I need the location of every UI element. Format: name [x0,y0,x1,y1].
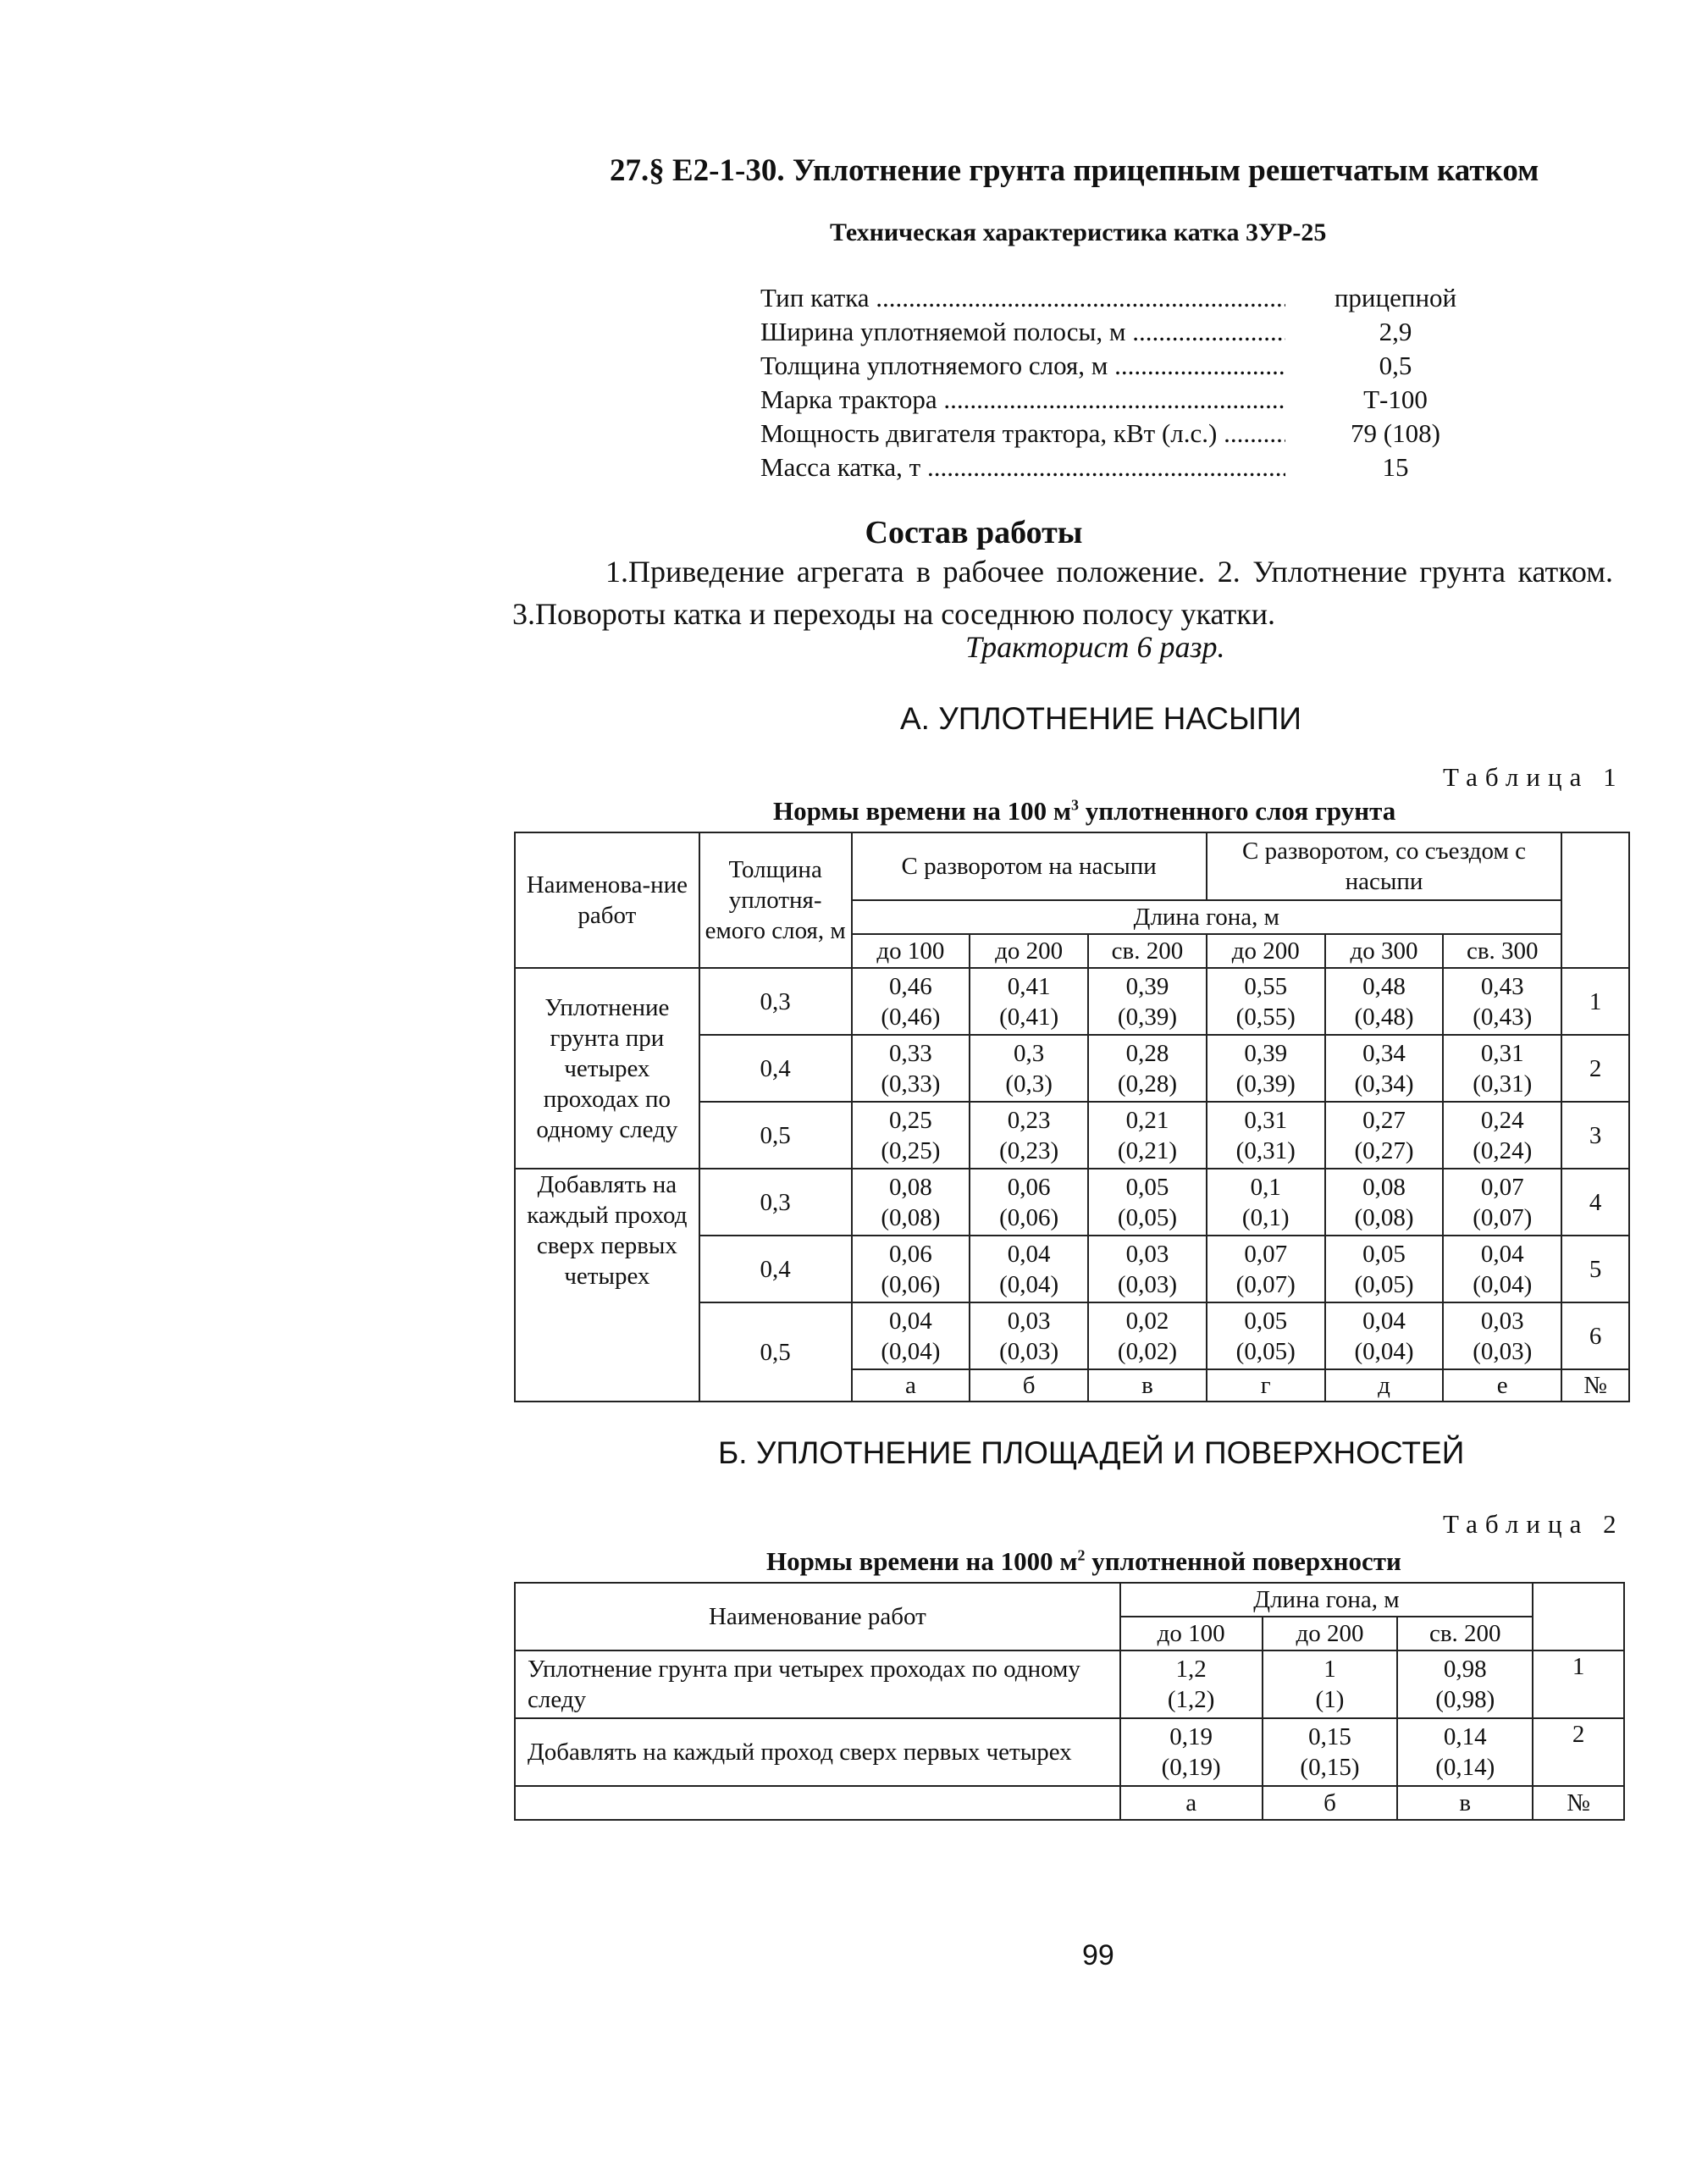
thickness-cell: 0,4 [699,1035,852,1102]
alt-value: (0,48) [1354,1003,1414,1031]
alt-value: (0,39) [1117,1003,1177,1031]
worker-grade: Тракторист 6 разр. [965,630,1225,664]
value-cell [852,1302,970,1369]
value-cell [1443,1302,1561,1369]
alt-value: (0,39) [1235,1070,1296,1098]
value: 0,03 [1480,1307,1524,1335]
spec-label: Марка трактора ..... [760,383,1285,417]
row-number: 2 [1533,1718,1624,1786]
value: 0,04 [1480,1240,1524,1268]
alt-value: (0,14) [1435,1754,1495,1781]
value: 0,33 [889,1039,932,1067]
value-cell [1325,1102,1444,1169]
blank-cell [515,1786,1120,1820]
alt-value: (0,31) [1473,1070,1533,1098]
alt-value: (0,55) [1235,1003,1296,1031]
value-cell [1443,1236,1561,1302]
header-thickness: Толщина уплотня-емого слоя, м [699,832,852,968]
table1 [514,832,1630,1402]
header-name: Наименование работ [515,1583,1120,1650]
value: 0,31 [1480,1039,1524,1067]
value: 0,05 [1362,1240,1406,1268]
spec-label: Тип катка ..... [760,281,1285,315]
alt-value: (0,98) [1435,1686,1495,1713]
alt-value: (0,24) [1473,1136,1533,1164]
table2-title-text: Нормы времени на 1000 м [766,1546,1078,1576]
row-number: 3 [1561,1102,1629,1169]
col-header: св. 200 [1397,1617,1533,1650]
header-group2: С разворотом, со съездом с насыпи [1207,832,1561,900]
alt-value: (0,05) [1235,1337,1296,1365]
table1-number: Таблица 1 [1443,762,1624,792]
value: 0,28 [1125,1039,1169,1067]
spec-value: 0,5 [1379,351,1412,380]
col-header: до 100 [852,934,970,968]
column-letter: в [1397,1786,1533,1820]
col-header: до 200 [970,934,1088,968]
value-cell [1120,1650,1263,1718]
value-cell [1443,1169,1561,1236]
value-cell [1088,1236,1207,1302]
alt-value: (0,08) [881,1203,941,1231]
value-cell [1443,968,1561,1035]
value-cell [852,1035,970,1102]
alt-value: (0,08) [1354,1203,1414,1231]
value: 1,2 [1175,1656,1207,1683]
col-header: св. 300 [1443,934,1561,968]
value-cell [1207,1102,1325,1169]
table2-number: Таблица 2 [1443,1509,1624,1539]
value-cell [1397,1718,1533,1786]
table1-title-sup: 3 [1071,796,1080,814]
alt-value: (0,15) [1300,1754,1360,1781]
value-cell [1120,1718,1263,1786]
col-header: до 300 [1325,934,1444,968]
row-number: 1 [1533,1650,1624,1718]
alt-value: (0,46) [881,1003,941,1031]
thickness-cell: 0,5 [699,1102,852,1169]
alt-value: (1) [1315,1686,1345,1713]
number-label: № [1533,1786,1624,1820]
value: 0,39 [1125,972,1169,1000]
value-cell [970,1236,1088,1302]
alt-value: (0,28) [1117,1070,1177,1098]
value: 0,07 [1480,1173,1524,1201]
group2-name: Добавлять на каждый проход сверх первых четырех [515,1169,699,1402]
alt-value: (0,06) [881,1270,941,1298]
value: 0,08 [1362,1173,1406,1201]
spec-value: 15 [1382,452,1409,482]
alt-value: (0,04) [881,1337,941,1365]
value-cell [1325,1236,1444,1302]
spec-row [760,315,1489,349]
spec-value: Т-100 [1363,384,1428,414]
header-num-blank [1561,832,1629,968]
spec-row [760,281,1489,315]
value: 0,39 [1244,1039,1288,1067]
value-cell [1207,968,1325,1035]
value: 0,48 [1362,972,1406,1000]
alt-value: (0,3) [1005,1070,1053,1098]
group1-name: Уплотнение грунта при четырех проходах по одному следу [515,968,699,1169]
alt-value: (0,03) [1117,1270,1177,1298]
table1-title-rest: уплотненного слоя грунта [1079,796,1396,826]
section-a-title: А. УПЛОТНЕНИЕ НАСЫПИ [900,701,1301,736]
value-cell [1263,1650,1398,1718]
value-cell [1207,1169,1325,1236]
alt-value: (0,41) [999,1003,1059,1031]
value-cell [1088,1302,1207,1369]
value-cell [970,1102,1088,1169]
spec-value: 2,9 [1379,317,1412,346]
table2-title [766,1546,1401,1577]
value-cell [1207,1236,1325,1302]
column-letter: б [1263,1786,1398,1820]
value: 0,34 [1362,1039,1406,1067]
table1-title [773,796,1395,827]
value: 0,1 [1250,1173,1281,1201]
col-header: до 200 [1207,934,1325,968]
row-number: 2 [1561,1035,1629,1102]
value: 0,04 [1007,1240,1051,1268]
work-name: Добавлять на каждый проход сверх первых четырех [515,1718,1120,1786]
value-cell [1088,1169,1207,1236]
spec-list [760,281,1489,484]
spec-row [760,383,1489,417]
column-letter: а [852,1369,970,1402]
col-header: до 100 [1120,1617,1263,1650]
alt-value: (0,27) [1354,1136,1414,1164]
value-cell [970,968,1088,1035]
alt-value: (0,04) [1473,1270,1533,1298]
value-cell [1207,1035,1325,1102]
value: 0,06 [889,1240,932,1268]
spec-label: Ширина уплотняемой полосы, м ..... [760,315,1285,349]
value: 0,03 [1007,1307,1051,1335]
spec-label: Масса катка, т ..... [760,451,1285,484]
section-heading: 27.§ Е2-1-30. Уплотнение грунта прицепным решетчатым катком [610,153,1539,188]
value: 0,31 [1244,1106,1288,1134]
row-number: 6 [1561,1302,1629,1369]
column-letter: а [1120,1786,1263,1820]
value: 0,27 [1362,1106,1406,1134]
value: 0,19 [1169,1723,1213,1750]
spec-row [760,349,1489,383]
spec-row [760,451,1489,484]
column-letter: е [1443,1369,1561,1402]
value-cell [970,1169,1088,1236]
value-cell [970,1302,1088,1369]
alt-value: (0,05) [1354,1270,1414,1298]
value: 0,3 [1014,1039,1045,1067]
value-cell [1263,1718,1398,1786]
value-cell [1443,1102,1561,1169]
alt-value: (0,1) [1241,1203,1290,1231]
alt-value: (0,07) [1235,1270,1296,1298]
value: 0,06 [1007,1173,1051,1201]
spec-label: Толщина уплотняемого слоя, м ..... [760,349,1285,383]
value-cell [852,1169,970,1236]
thickness-cell: 0,3 [699,1169,852,1236]
row-number: 5 [1561,1236,1629,1302]
alt-value: (0,33) [881,1070,941,1098]
value: 0,04 [1362,1307,1406,1335]
alt-value: (0,25) [881,1136,941,1164]
value: 0,07 [1244,1240,1288,1268]
table1-title-text: Нормы времени на 100 м [773,796,1072,826]
value-cell [1443,1035,1561,1102]
value: 0,14 [1443,1723,1487,1750]
value: 0,02 [1125,1307,1169,1335]
table2-title-rest: уплотненной поверхности [1085,1546,1401,1576]
alt-value: (0,19) [1161,1754,1221,1781]
header-length: Длина гона, м [1120,1583,1533,1617]
value: 0,21 [1125,1106,1169,1134]
value-cell [852,1102,970,1169]
alt-value: (0,02) [1117,1337,1177,1365]
value-cell [1088,968,1207,1035]
spec-label: Мощность двигателя трактора, кВт (л.с.) ..... [760,417,1285,451]
value: 0,15 [1308,1723,1351,1750]
alt-value: (0,03) [1473,1337,1533,1365]
alt-value: (0,04) [999,1270,1059,1298]
value: 0,05 [1125,1173,1169,1201]
value: 0,03 [1125,1240,1169,1268]
alt-value: (0,04) [1354,1337,1414,1365]
value: 0,43 [1480,972,1524,1000]
value-cell [1207,1302,1325,1369]
value: 1 [1323,1656,1336,1683]
spec-value: 79 (108) [1351,418,1440,448]
value-cell [1325,1302,1444,1369]
thickness-cell: 0,5 [699,1302,852,1402]
alt-value: (0,34) [1354,1070,1414,1098]
alt-value: (0,05) [1117,1203,1177,1231]
col-header: до 200 [1263,1617,1398,1650]
spec-heading: Техническая характеристика катка 3УР-25 [830,218,1327,246]
col-header: св. 200 [1088,934,1207,968]
value-cell [1325,1035,1444,1102]
value-cell [1397,1650,1533,1718]
alt-value: (0,06) [999,1203,1059,1231]
value: 0,46 [889,972,932,1000]
number-label: № [1561,1369,1629,1402]
table2-title-sup: 2 [1077,1546,1086,1564]
spec-value: прицепной [1334,283,1457,312]
thickness-cell: 0,4 [699,1236,852,1302]
header-num-blank [1533,1583,1624,1650]
column-letter: б [970,1369,1088,1402]
alt-value: (0,07) [1473,1203,1533,1231]
row-number: 4 [1561,1169,1629,1236]
value: 0,25 [889,1106,932,1134]
work-title: Состав работы [865,515,1083,550]
header-length: Длина гона, м [852,900,1562,934]
value: 0,23 [1007,1106,1051,1134]
header-name: Наименова-ние работ [515,832,699,968]
column-letter: д [1325,1369,1444,1402]
table2 [514,1582,1625,1821]
work-name: Уплотнение грунта при четырех проходах по одному следу [515,1650,1120,1718]
work-description: 1.Приведение агрегата в рабочее положение. 2. Уплотнение грунта катком. 3.Повороты катка и переходы на соседнюю полосу укатки. [512,555,1613,631]
row-number: 1 [1561,968,1629,1035]
value-cell [852,1236,970,1302]
alt-value: (0,31) [1235,1136,1296,1164]
value: 0,55 [1244,972,1288,1000]
value-cell [1088,1102,1207,1169]
header-group1: С разворотом на насыпи [852,832,1207,900]
value: 0,08 [889,1173,932,1201]
value-cell [1088,1035,1207,1102]
value: 0,24 [1480,1106,1524,1134]
value-cell [970,1035,1088,1102]
value: 0,04 [889,1307,932,1335]
thickness-cell: 0,3 [699,968,852,1035]
alt-value: (0,03) [999,1337,1059,1365]
spec-row [760,417,1489,451]
alt-value: (0,23) [999,1136,1059,1164]
value: 0,41 [1007,972,1051,1000]
page-number: 99 [1082,1939,1114,1971]
alt-value: (0,21) [1117,1136,1177,1164]
alt-value: (0,43) [1473,1003,1533,1031]
value: 0,05 [1244,1307,1288,1335]
alt-value: (1,2) [1167,1686,1215,1713]
value: 0,98 [1443,1656,1487,1683]
value-cell [852,968,970,1035]
section-b-title: Б. УПЛОТНЕНИЕ ПЛОЩАДЕЙ И ПОВЕРХНОСТЕЙ [718,1435,1465,1470]
value-cell [1325,968,1444,1035]
column-letter: г [1207,1369,1325,1402]
value-cell [1325,1169,1444,1236]
column-letter: в [1088,1369,1207,1402]
